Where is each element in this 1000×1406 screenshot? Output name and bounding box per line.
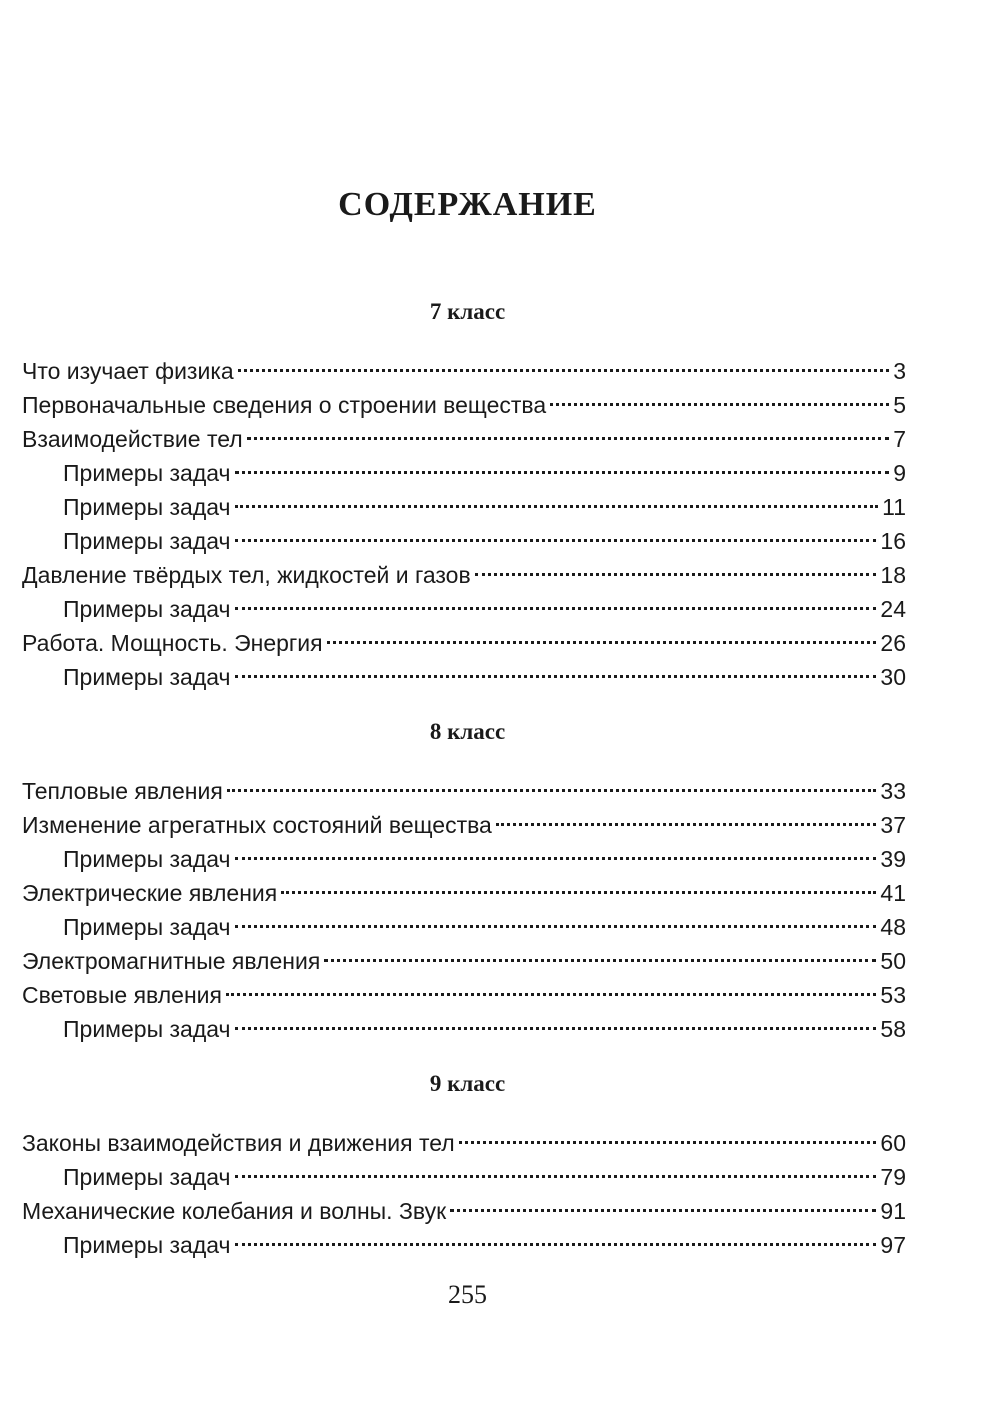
dot-leader — [550, 379, 889, 413]
toc-entry-title: Примеры задач — [63, 664, 231, 690]
toc-entry-title: Примеры задач — [63, 1164, 231, 1190]
toc-entry — [22, 345, 906, 384]
toc-entry-page: 5 — [893, 392, 906, 418]
dot-leader — [235, 651, 877, 685]
dot-leader — [235, 515, 877, 549]
dot-leader — [475, 549, 877, 583]
toc-entry-title: Законы взаимодействия и движения тел — [22, 1130, 455, 1156]
dot-leader — [496, 799, 877, 833]
toc-entry-page: 58 — [880, 1016, 906, 1042]
dot-leader — [235, 1151, 877, 1185]
toc-entry-title: Взаимодействие тел — [22, 426, 243, 452]
dot-leader — [235, 833, 877, 867]
toc-entry-page: 33 — [880, 778, 906, 804]
toc-entry-title: Примеры задач — [63, 528, 231, 554]
toc-entry-title: Работа. Мощность. Энергия — [22, 630, 323, 656]
toc-entry-title: Электрические явления — [22, 880, 278, 906]
dot-leader — [247, 413, 890, 447]
toc-entry-page: 7 — [893, 426, 906, 452]
dot-leader — [227, 765, 877, 799]
toc-entry — [22, 1117, 906, 1156]
toc-entry-page: 48 — [880, 914, 906, 940]
toc-entry-title: Примеры задач — [63, 460, 231, 486]
toc-entry-title: Примеры задач — [63, 596, 231, 622]
toc-list-grade-9 — [22, 1117, 906, 1258]
section-heading-grade-9: 9 класс — [429, 1071, 506, 1096]
toc-entry-page: 50 — [880, 948, 906, 974]
toc-entry-page: 97 — [880, 1232, 906, 1258]
toc-entry-title: Что изучает физика — [22, 358, 234, 384]
toc-entry-page: 11 — [882, 494, 906, 520]
dot-leader — [235, 583, 877, 617]
toc-entry-title: Электромагнитные явления — [22, 948, 321, 974]
section-heading-grade-8: 8 класс — [429, 719, 506, 744]
toc-entry-page: 37 — [880, 812, 906, 838]
toc-list-grade-7 — [22, 345, 906, 690]
toc-entry-page: 3 — [893, 358, 906, 384]
toc-entry-page: 60 — [880, 1130, 906, 1156]
dot-leader — [235, 1219, 877, 1253]
toc-entry-page: 26 — [880, 630, 906, 656]
toc-entry-title: Механические колебания и волны. Звук — [22, 1198, 447, 1224]
toc-list-grade-8 — [22, 765, 906, 1042]
dot-leader — [450, 1185, 876, 1219]
dot-leader — [235, 1003, 877, 1037]
toc-entry-page: 41 — [880, 880, 906, 906]
toc-entry-page: 30 — [880, 664, 906, 690]
dot-leader — [235, 447, 890, 481]
dot-leader — [327, 617, 877, 651]
toc-entry-page: 53 — [880, 982, 906, 1008]
dot-leader — [235, 901, 877, 935]
dot-leader — [281, 867, 876, 901]
toc-entry-page: 24 — [880, 596, 906, 622]
toc-entry-page: 79 — [880, 1164, 906, 1190]
toc-entry-page: 9 — [893, 460, 906, 486]
dot-leader — [459, 1117, 877, 1151]
page-number: 255 — [448, 1280, 487, 1309]
section-heading-grade-7: 7 класс — [429, 299, 506, 324]
dot-leader — [238, 345, 890, 379]
toc-entry-title: Тепловые явления — [22, 778, 223, 804]
toc-entry-title: Давление твёрдых тел, жидкостей и газов — [22, 562, 471, 588]
toc-entry-page: 39 — [880, 846, 906, 872]
toc-entry-title: Примеры задач — [63, 1232, 231, 1258]
toc-entry-title: Примеры задач — [63, 1016, 231, 1042]
toc-entry-title: Примеры задач — [63, 846, 231, 872]
page-title: СОДЕРЖАНИЕ — [338, 186, 597, 223]
dot-leader — [235, 481, 879, 515]
toc-entry-title: Изменение агрегатных состояний вещества — [22, 812, 492, 838]
toc-entry — [22, 765, 906, 804]
toc-entry-title: Первоначальные сведения о строении вещества — [22, 392, 547, 418]
dot-leader — [324, 935, 876, 969]
toc-entry-title: Световые явления — [22, 982, 222, 1008]
toc-entry-title: Примеры задач — [63, 914, 231, 940]
dot-leader — [226, 969, 876, 1003]
toc-entry-page: 91 — [880, 1198, 906, 1224]
toc-entry-page: 18 — [880, 562, 906, 588]
toc-entry-title: Примеры задач — [63, 494, 231, 520]
toc-entry-page: 16 — [880, 528, 906, 554]
